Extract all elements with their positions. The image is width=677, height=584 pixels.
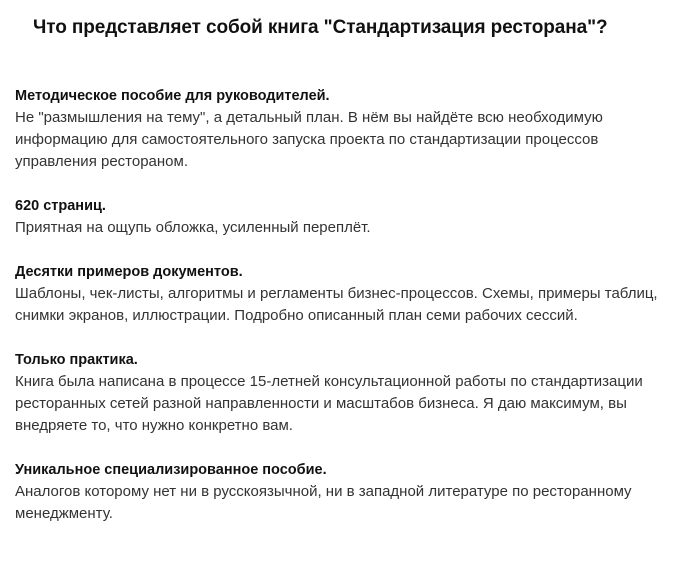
feature-description: Аналогов которому нет ни в русскоязычной, ни в западной литературе по ресторанному менеджменту.: [15, 483, 632, 522]
feature-document-examples: [15, 261, 665, 327]
feature-heading: Десятки примеров документов.: [15, 264, 243, 280]
feature-heading: Методическое пособие для руководителей.: [15, 88, 330, 104]
feature-description: Шаблоны, чек-листы, алгоритмы и регламенты бизнес-процессов. Схемы, примеры таблиц, снимки экранов, иллюстрации. Подробно описанный план семи рабочих сессий.: [15, 285, 658, 324]
feature-heading: 620 страниц.: [15, 198, 106, 214]
feature-description: Приятная на ощупь обложка, усиленный переплёт.: [15, 219, 371, 236]
feature-description: Не "размышления на тему", а детальный план. В нём вы найдёте всю необходимую информацию для самостоятельного запуска проекта по стандартизации процессов управления рестораном.: [15, 109, 603, 170]
feature-practice-only: [15, 349, 665, 437]
feature-page-count: [15, 195, 665, 239]
feature-unique-guide: [15, 459, 665, 525]
feature-heading: Уникальное специализированное пособие.: [15, 462, 327, 478]
feature-methodical-guide: [15, 85, 665, 173]
page-title: Что представляет собой книга "Стандартизация ресторана"?: [33, 17, 608, 38]
feature-heading: Только практика.: [15, 352, 138, 368]
feature-list: [15, 85, 665, 547]
feature-description: Книга была написана в процессе 15-летней консультационной работы по стандартизации ресторанных сетей разной направленности и масштабов бизнеса. Я даю максимум, вы внедряете то, что нужно конкретно вам.: [15, 373, 643, 434]
